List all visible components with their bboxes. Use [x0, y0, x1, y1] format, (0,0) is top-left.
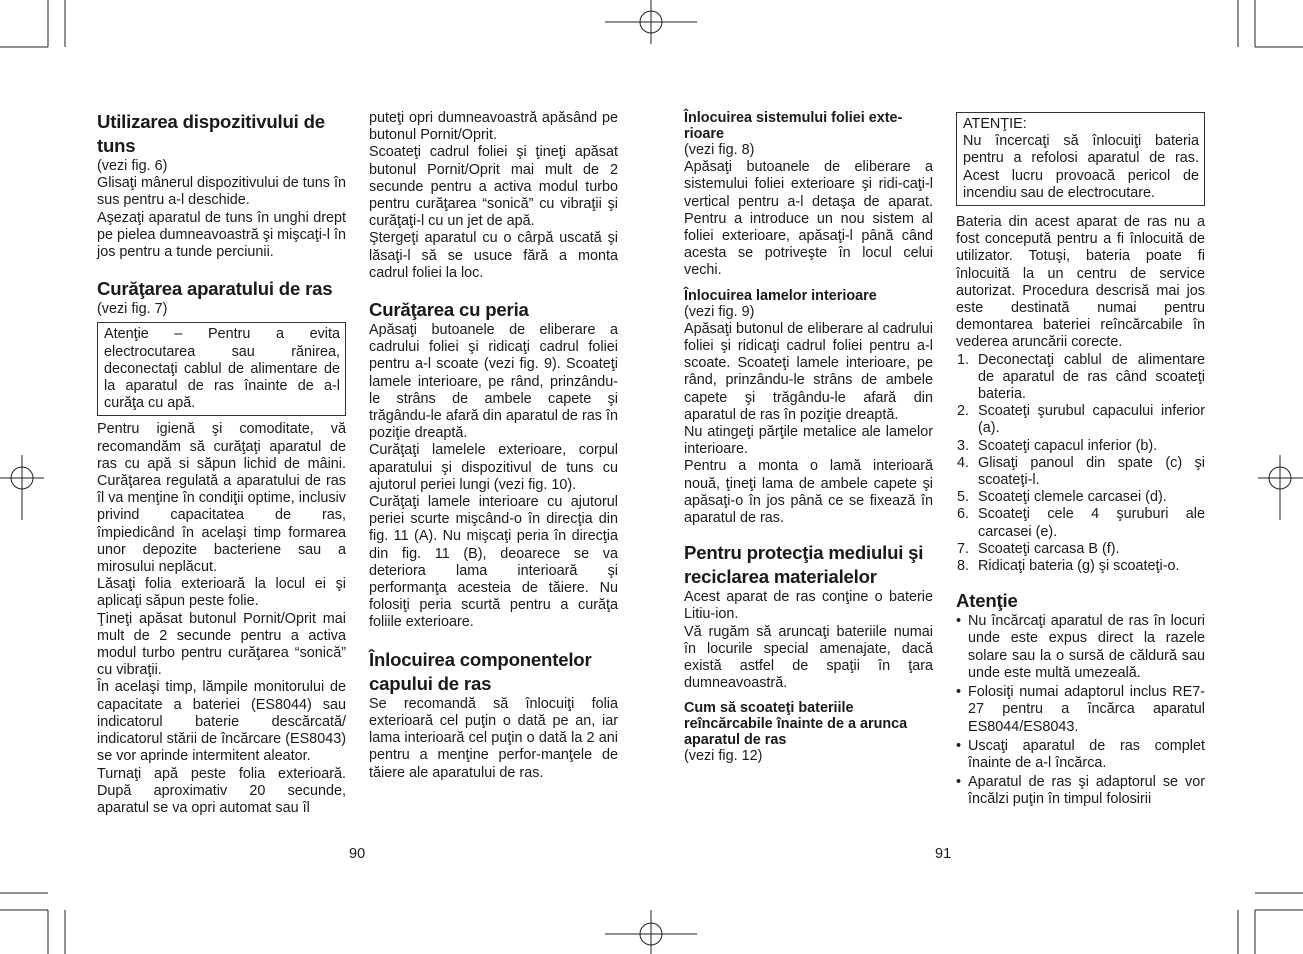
removal-step — [956, 352, 1205, 404]
step-text: Scoateţi capacul inferior (b). — [978, 437, 1158, 454]
caution-item-text: Nu încărcaţi aparatul de ras în locuri unde este expus direct la razele solare sau la o sursă de căldură sau unde este multă umezeală. — [968, 613, 1205, 681]
warning-text: Atenţie – Pentru a evita electrocutarea sau rănirea, deconectaţi cablul de alimentare de la aparatul de ras înainte de a-l curăţa cu apă. — [104, 326, 340, 412]
paragraph-foil: Lăsaţi folia exterioară la locul ei şi aplicaţi săpun peste folie. — [97, 576, 346, 610]
removal-step — [956, 489, 1205, 506]
caution-box — [956, 112, 1205, 206]
paragraph-stop: puteţi opri dumneavoastră apăsând pe butonul Pornit/Oprit. — [369, 110, 618, 144]
removal-step — [956, 506, 1205, 540]
caution-item-text: Uscaţi aparatul de ras complet înainte de a-l încărca. — [968, 737, 1205, 771]
section-heading-brush: Curăţarea cu peria — [369, 299, 529, 321]
bullet-icon: • — [956, 737, 962, 754]
figure-reference: (vezi fig. 9) — [684, 303, 755, 320]
paragraph-remove-frame: Scoateţi cadrul foliei şi ţineţi apăsat butonul Pornit/Oprit mai mult de 2 secunde pentru a activa modul turbo pentru curăţarea “sonică” cu vibraţii şi curăţaţi-l cu un jet de apă. — [369, 144, 618, 230]
section-heading-cleaning: Curăţarea aparatului de ras — [97, 278, 333, 300]
step-text: Scoateţi şurubul capacului inferior (a). — [978, 403, 1205, 437]
paragraph-clean-blades: Curăţaţi lamelele exterioare, corpul aparatului şi dispozitivul de tuns cu ajutorul periei lungi (vezi fig. 10). — [369, 442, 618, 493]
step-text: Glisaţi panoul din spate (c) şi scoateţi-l. — [978, 454, 1205, 489]
column-4 — [956, 110, 1205, 811]
column-3 — [684, 110, 933, 766]
step-text: Scoateţi carcasa B (f). — [978, 540, 1120, 557]
page-number-right: 91 — [935, 846, 952, 862]
figure-reference: (vezi fig. 12) — [684, 748, 763, 765]
caution-item-text: Folosiţi numai adaptorul inclus RE7-27 pentru a încărca aparatul ES8044/ES8043. — [968, 684, 1205, 735]
section-heading-environment: Pentru protecţia mediului şi reciclarea materialelor — [684, 542, 924, 588]
caution-list — [956, 613, 1205, 808]
removal-step — [956, 403, 1205, 437]
step-number: 7. — [957, 540, 970, 557]
column-2 — [369, 110, 618, 782]
warning-box — [97, 322, 346, 416]
paragraph-foil-system: Apăsaţi butoanele de eliberare a sistemului foliei exterioare şi ridi-caţi-l vertical pentru a-l detaşa de aparat. Pentru a introduce un nou sistem al foliei exterioare, apăsaţi-l până când acesta se potriveşte în locul celui vechi. — [684, 159, 933, 279]
caution-item — [956, 684, 1205, 736]
paragraph-dispose: Vă rugăm să aruncaţi bateriile numai în locurile special amenajate, dacă există astfel de spaţii în ţara dumneavoastră. — [684, 623, 933, 692]
figure-reference: (vezi fig. 8) — [684, 142, 755, 158]
caution-item-text: Aparatul de ras şi adaptorul se vor încălzi puţin în timpul folosirii — [968, 774, 1205, 808]
section-heading-trimmer: Utilizarea dispozitivului de tuns — [97, 111, 325, 156]
subheading-inner-blades: Înlocuirea lamelor interioare — [684, 287, 877, 304]
figure-reference: (vezi fig. 7) — [97, 301, 168, 318]
paragraph-wipe: Ştergeţi aparatul cu o cârpă uscată şi lăsaţi-l să se usuce fără a monta cadrul foliei la loc. — [369, 230, 618, 281]
step-number: 6. — [957, 506, 970, 523]
paragraph-trimmer: Glisaţi mânerul dispozitivului de tuns în sus pentru a-l deschide. Aşezaţi aparatul de tuns în unghi drept pe pielea dumneavoastră şi mişcaţi-l în jos pentru a tunde perciunii. — [97, 175, 346, 261]
paragraph-clean-inner: Curăţaţi lamele interioare cu ajutorul periei scurte mişcând-o în direcţia din fig. 11 (A). Nu mişcaţi peria în direcţia din fig. 11 (B), deoarece se va deteriora lama interioară şi performanţa acesteia de tăiere. Nu folosiţi peria scurtă pentru a curăţa foliile exterioare. — [369, 494, 618, 631]
caution-item — [956, 613, 1205, 682]
removal-steps — [956, 352, 1205, 576]
step-text: Ridicaţi bateria (g) şi scoateţi-o. — [978, 558, 1180, 575]
step-number: 2. — [957, 403, 970, 420]
step-text: Deconectaţi cablul de alimentare de aparatul de ras când scoateţi bateria. — [978, 351, 1205, 403]
removal-step — [956, 455, 1205, 489]
paragraph-hold-button: Ţineţi apăsat butonul Pornit/Oprit mai mult de 2 secunde pentru a activa modul turbo pentru curăţarea “sonică” cu vibraţii. — [97, 610, 346, 679]
step-number: 3. — [957, 437, 970, 454]
figure-reference: (vezi fig. 6) — [97, 158, 168, 174]
caution-item — [956, 774, 1205, 808]
paragraph-recommend: Se recomandă să înlocuiţi folia exterioară cel puţin o dată pe an, iar lama interioară cel puţin o dată la 2 ani pentru a menţine perfor-manţele de tăiere ale aparatului de ras. — [369, 695, 618, 781]
section-heading-replacement: Înlocuirea componentelor capului de ras — [369, 648, 592, 694]
subheading-remove-batteries: Cum să scoateţi bateriile reîncărcabile înainte de a arunca aparatul de ras — [684, 700, 908, 749]
step-number: 5. — [957, 489, 970, 506]
caution-text: Nu încercaţi să înlocuiţi bateria pentru a refolosi aparatul de ras. Acest lucru provoacă pericol de incendiu sau de electrocutare. — [963, 133, 1199, 201]
removal-step — [956, 541, 1205, 558]
bullet-icon: • — [956, 613, 962, 630]
paragraph-mount-blade: Pentru a monta o lamă interioară nouă, ţineţi lama de ambele capete şi apăsaţi-o în jos până ce se fixează în aparatul de ras. — [684, 458, 933, 527]
paragraph-inner-blades: Apăsaţi butonul de eliberare al cadrului foliei şi ridicaţi cadrul foliei pentru a-l scoate. Scoateţi lamele interioare, pe rând, prinzându-le strâns de ambele capete şi trăgându-le afară din aparatul de ras în poziţie dreaptă. — [684, 320, 933, 423]
paragraph-battery-design: Bateria din acest aparat de ras nu a fost concepută pentru a fi înlocuită de utilizator. Totuşi, bateria poate fi înlocuită la un centru de service autorizat. Procedura descrisă mai jos este destinată numai pentru demontarea bateriei reîncărcabile în vederea aruncării corecte. — [956, 214, 1205, 351]
removal-step — [956, 438, 1205, 455]
step-number: 4. — [957, 454, 970, 471]
removal-step — [956, 558, 1205, 575]
paragraph-no-touch: Nu atingeţi părţile metalice ale lamelor interioare. — [684, 424, 933, 458]
paragraph-brush: Apăsaţi butoanele de eliberare a cadrului foliei şi ridicaţi cadrul foliei pentru a-l scoate (vezi fig. 9). Scoateţi lamele interioare, pe rând, prinzându-le strâns de ambele capete şi trăgându-le afară din aparatul de ras în poziţie dreaptă. — [369, 322, 618, 442]
paragraph-lamps: În acelaşi timp, lămpile monitorului de capacitate a bateriei (ES8044) sau indicatorul baterie descărcată/ indicatorul stării de încărcare (ES8043) se vor aprinde intermitent aleator. — [97, 679, 346, 765]
section-heading-caution: Atenţie — [956, 590, 1018, 612]
subheading-foil-system: Înlocuirea sistemului foliei exte-rioare — [684, 110, 903, 142]
bullet-icon: • — [956, 684, 962, 701]
step-number: 8. — [957, 558, 970, 575]
page-number-left: 90 — [349, 846, 366, 862]
column-1 — [97, 110, 346, 817]
paragraph-battery-type: Acest aparat de ras conţine o baterie Litiu-ion. — [684, 589, 933, 623]
paragraph-hygiene: Pentru igienă şi comoditate, vă recomandăm să curăţaţi aparatul de ras cu apă si săpun lichid de mâini. Curăţarea regulată a aparatului de ras îl va menţine în condiţii optime, inclusiv privind capacitatea de ras, împiedicând în acelaşi timp formarea unor depozite bacteriene sau a mirosului neplăcut. — [97, 421, 346, 576]
step-number: 1. — [957, 351, 970, 368]
caution-title: ATENŢIE: — [963, 116, 1027, 132]
caution-item — [956, 738, 1205, 772]
paragraph-pour-water: Turnaţi apă peste folia exterioară. După aproximativ 20 secunde, aparatul se va opri automat sau îl — [97, 765, 346, 816]
bullet-icon: • — [956, 774, 962, 791]
step-text: Scoateţi cele 4 şuruburi ale carcasei (e). — [978, 506, 1205, 540]
step-text: Scoateţi clemele carcasei (d). — [978, 489, 1167, 506]
